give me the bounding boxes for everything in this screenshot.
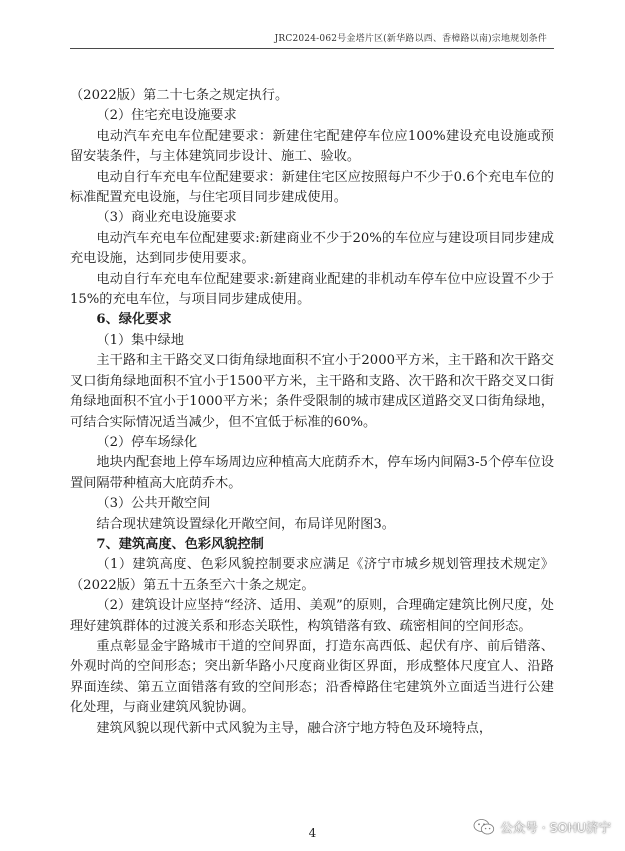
paragraph-residential-ebike: 电动自行车充电车位配建要求：新建住宅区应按照每户不少于0.6个充电车位的标准配置充电设施，与住宅项目同步建成使用。 xyxy=(70,169,554,206)
paragraph-public-space: 结合现状建筑设置绿化开敞空间，布局详见附图3。 xyxy=(96,516,395,532)
subheading-parking-greening: （2）停车场绿化 xyxy=(96,434,198,450)
paragraph-architectural-style: 建筑风貌以现代新中式风貌为主导，融合济宁地方特色及环境特点， xyxy=(96,720,493,736)
subheading-public-space: （3）公共开敞空间 xyxy=(96,496,211,512)
paragraph-continuation: （2022版）第二十七条之规定执行。 xyxy=(70,88,289,103)
wechat-icon xyxy=(473,818,495,836)
paragraph-commercial-ev: 电动汽车充电车位配建要求:新建商业不少于20%的车位应与建设项目同步建成充电设施，达到同步使用要求。 xyxy=(70,230,554,267)
subheading-central-green: （1）集中绿地 xyxy=(96,332,184,348)
watermark xyxy=(473,818,611,836)
paragraph-residential-ev: 电动汽车充电车位配建要求：新建住宅配建停车位应100%建设充电设施或预留安装条件，与主体建筑同步设计、施工、验收。 xyxy=(70,128,554,165)
header-divider xyxy=(70,48,554,49)
paragraph-height-color-control: （1）建筑高度、色彩风貌控制要求应满足《济宁市城乡规划管理技术规定》（2022版）第五十五条至六十条之规定。 xyxy=(70,557,554,593)
page-header-title: JRC2024-062号金塔片区(新华路以西、香樟路以南)宗地规划条件 xyxy=(274,34,547,44)
section-heading-greening: 6、绿化要求 xyxy=(96,312,172,328)
page-number: 4 xyxy=(308,826,317,840)
paragraph-spatial-interface: 重点彰显金宇路城市干道的空间界面，打造东高西低、起伏有序、前后错落、外观时尚的空间形态；突出新华路小尺度商业街区界面，形成整体尺度宜人、沿路界面连续、第五立面错落有致的空间形态；沿香樟路住宅建筑外立面适当进行公建化处理，与商业建筑风貌协调。 xyxy=(70,638,554,716)
subheading-commercial-charging: （3）商业充电设施要求 xyxy=(96,210,237,226)
watermark-text: 公众号 · SOHU济宁 xyxy=(500,820,611,835)
paragraph-parking-greening: 地块内配套地上停车场周边应种植高大庇荫乔木，停车场内间隔3-5个停车位设置间隔带种植高大庇荫乔木。 xyxy=(70,455,554,491)
paragraph-design-principles: （2）建筑设计应坚持“经济、适用、美观”的原则，合理确定建筑比例尺度，处理好建筑群体的过渡关系和形态关联性，构筑错落有致、疏密相间的空间形态。 xyxy=(70,598,554,634)
paragraph-commercial-ebike: 电动自行车充电车位配建要求:新建商业配建的非机动车停车位中应设置不少于15%的充电车位，与项目同步建成使用。 xyxy=(70,271,554,308)
subheading-residential-charging: （2）住宅充电设施要求 xyxy=(96,108,237,124)
paragraph-central-green: 主干路和主干路交叉口街角绿地面积不宜小于2000平方米，主干路和次干路交叉口街角绿地面积不宜小于1500平方米，主干路和支路、次干路和次干路交叉口街角绿地面积不宜小于1000平方米；条件受限制的城市建成区道路交叉口街角绿地，可结合实际情况适当减少，但不宜低于标准的60%。 xyxy=(70,353,554,430)
section-heading-building-control: 7、建筑高度、色彩风貌控制 xyxy=(96,536,264,552)
document-body xyxy=(70,86,554,739)
